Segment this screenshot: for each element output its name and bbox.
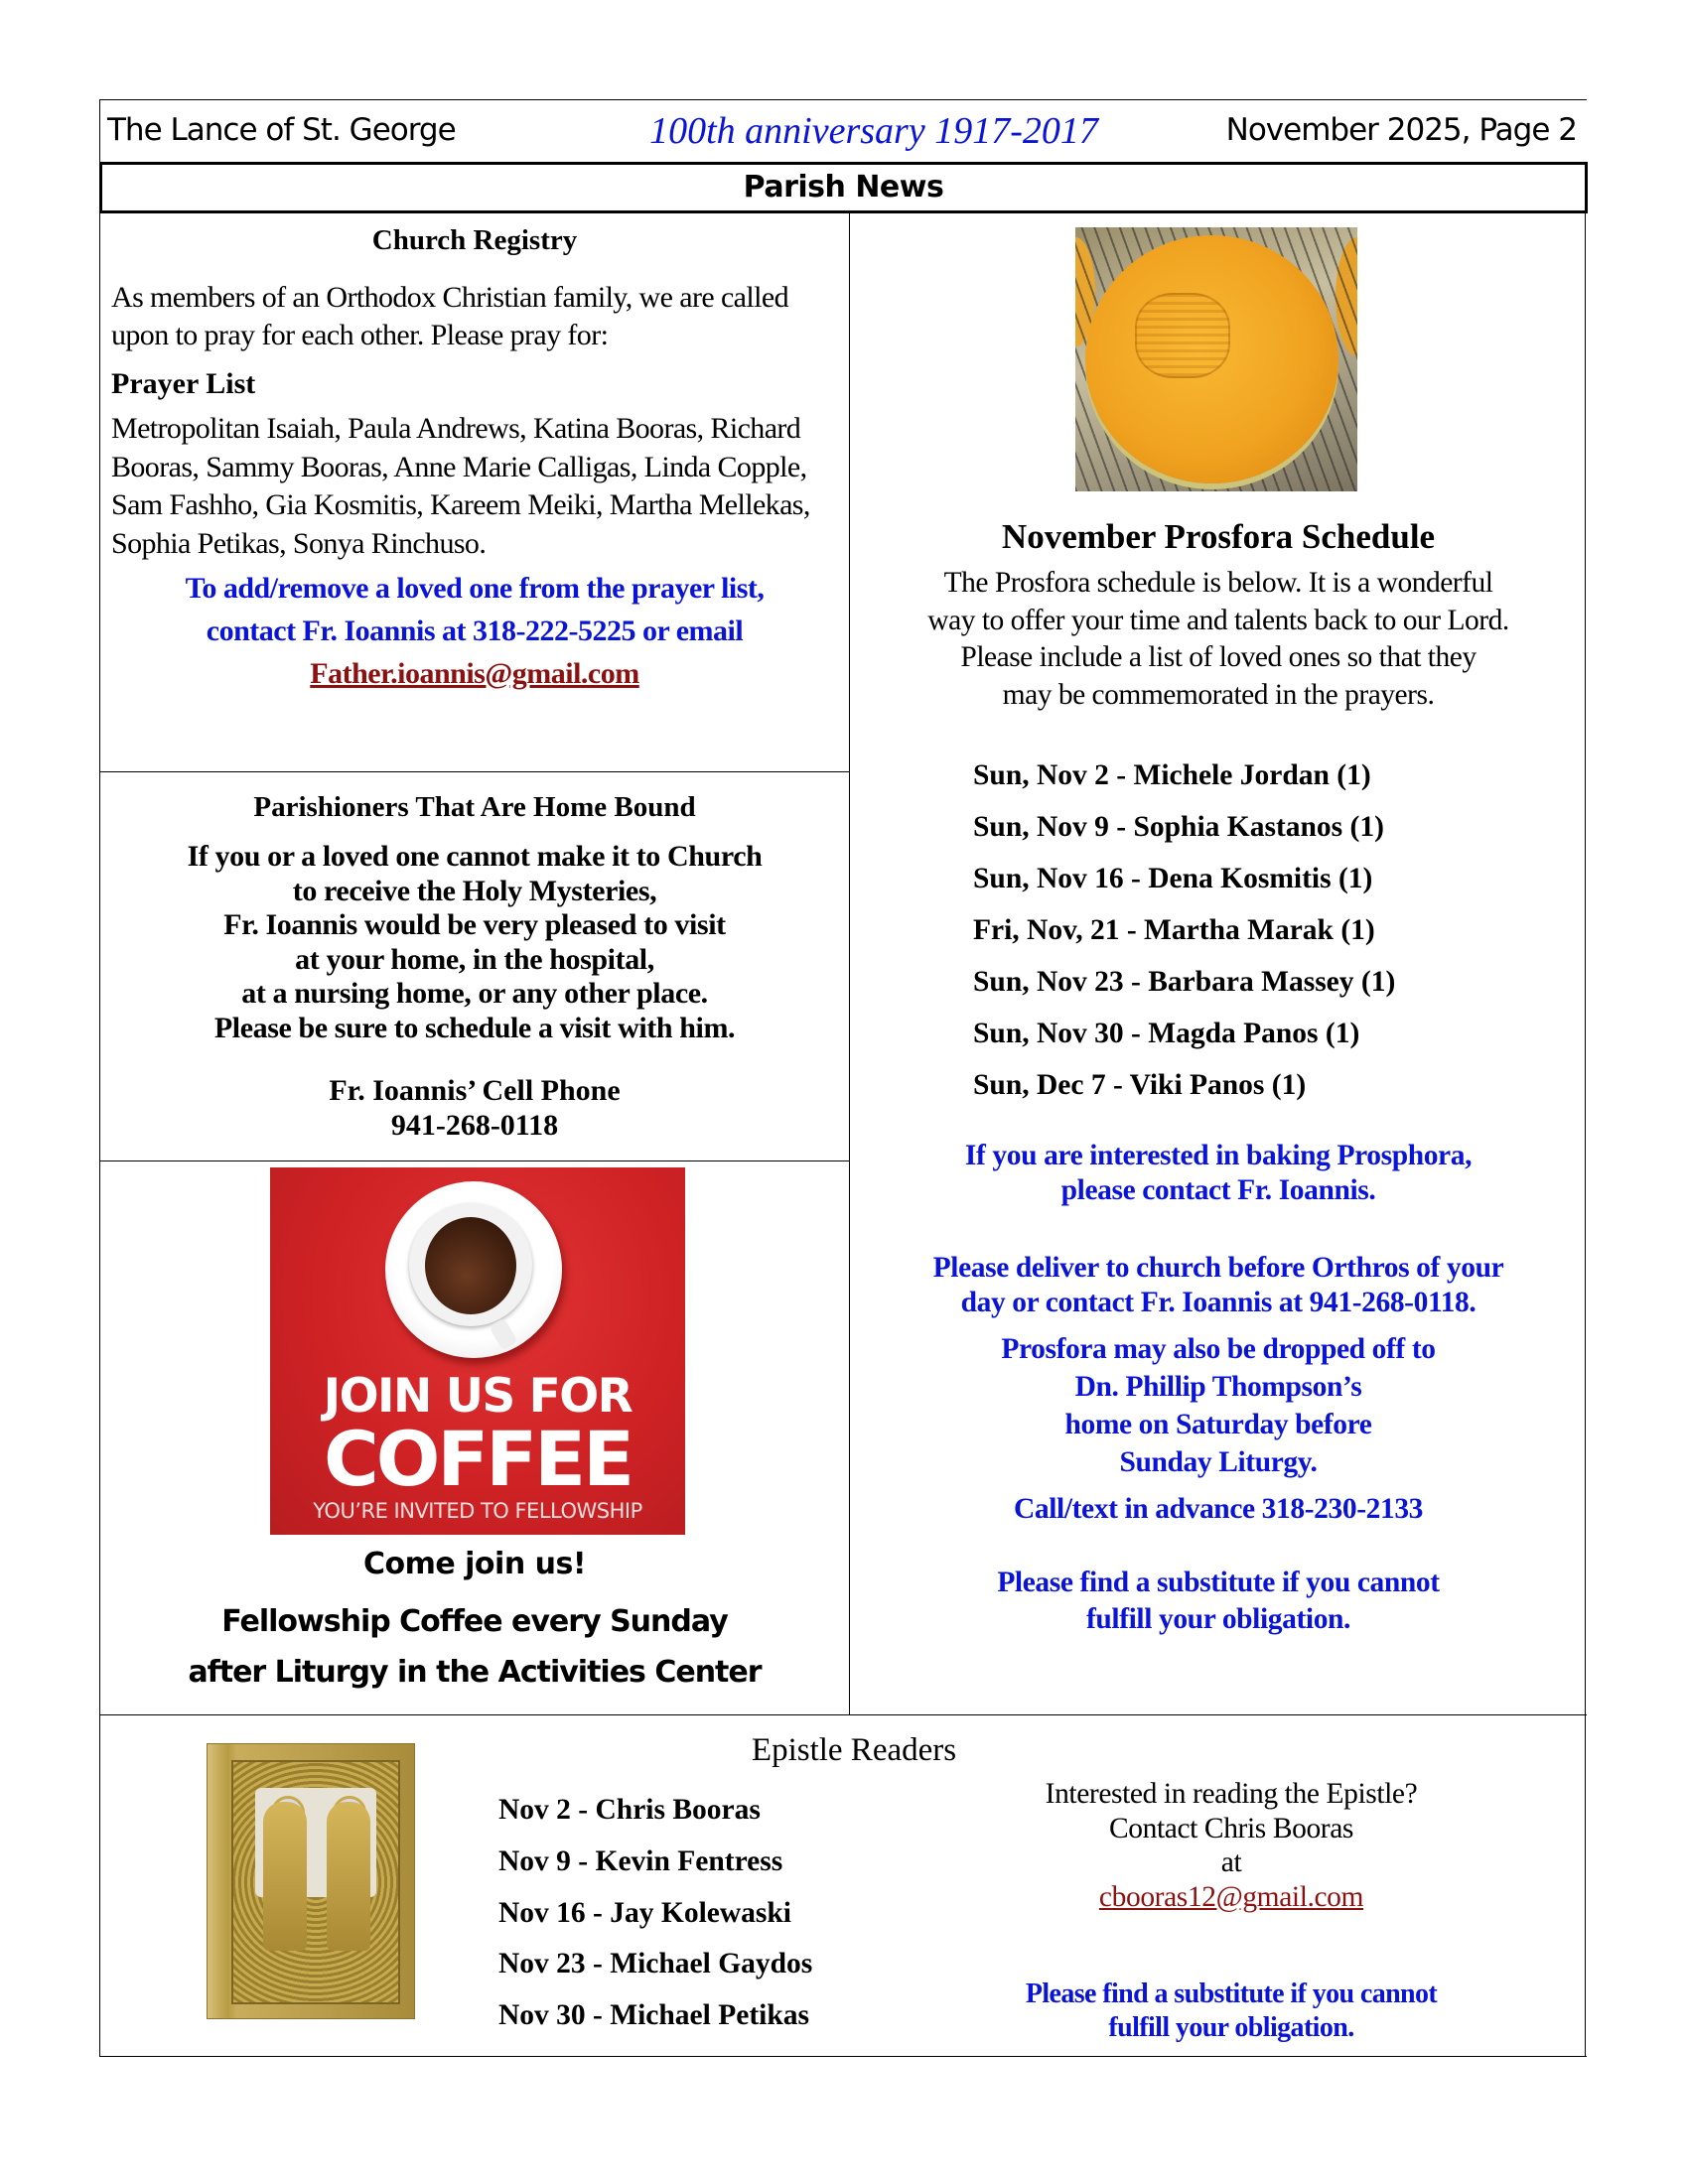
epistle-reader-item: Nov 16 - Jay Kolewaski xyxy=(498,1896,791,1929)
prosfora-schedule-item: Sun, Nov 30 - Magda Panos (1) xyxy=(973,1018,1360,1049)
prosfora-dropoff-line: home on Saturday before xyxy=(1064,1409,1372,1440)
prosfora-delivery-note xyxy=(852,1251,1585,1320)
home-bound-line: at a nursing home, or any other place. xyxy=(241,977,708,1010)
prosfora-dropoff-line: Dn. Phillip Thompson’s xyxy=(1074,1371,1362,1403)
prosfora-schedule-item: Sun, Dec 7 - Viki Panos (1) xyxy=(973,1069,1307,1101)
epistle-substitute-line: Please find a substitute if you cannot xyxy=(1025,1979,1438,2009)
anniversary-banner: 100th anniversary 1917-2017 xyxy=(649,110,1098,152)
epistle-reader-item: Nov 23 - Michael Gaydos xyxy=(498,1948,813,1980)
prayer-contact-line: contact Fr. Ioannis at 318-222-5225 or email xyxy=(206,614,744,647)
prosfora-baking-note xyxy=(852,1139,1585,1208)
saint-figure-icon xyxy=(263,1802,307,1951)
prayer-contact-line: To add/remove a loved one from the prayer list, xyxy=(185,572,765,605)
coffee-cup-icon xyxy=(385,1181,562,1358)
coffee-flyer-text xyxy=(270,1369,685,1525)
prayer-list-contact xyxy=(101,567,848,695)
epistle-reader-item: Nov 9 - Kevin Fentress xyxy=(498,1844,783,1877)
prosfora-schedule-item: Sun, Nov 9 - Sophia Kastanos (1) xyxy=(973,811,1384,843)
left-border-header xyxy=(99,99,100,163)
prosfora-delivery-line: Please deliver to church before Orthros of your xyxy=(932,1252,1504,1284)
epistle-contact xyxy=(983,1777,1479,1914)
epistle-readers-list xyxy=(498,1792,812,2049)
home-bound-line: at your home, in the hospital, xyxy=(295,942,654,976)
home-bound-title: Parishioners That Are Home Bound xyxy=(253,791,696,823)
coffee-flyer-line3: YOU’RE INVITED TO FELLOWSHIP xyxy=(313,1499,642,1523)
epistle-substitute-line: fulfill your obligation. xyxy=(1108,2012,1354,2043)
church-registry-section xyxy=(101,214,848,770)
epistle-contact-line: Contact Chris Booras xyxy=(1108,1812,1353,1844)
publication-name: The Lance of St. George xyxy=(107,112,456,148)
epistle-contact-line: Interested in reading the Epistle? xyxy=(1045,1778,1418,1810)
coffee-description xyxy=(101,1596,848,1698)
prosfora-baking-line: If you are interested in baking Prosphora, xyxy=(964,1140,1473,1171)
prosfora-call-note: Call/text in advance 318-230-2133 xyxy=(1013,1493,1424,1525)
coffee-section xyxy=(101,1162,848,1713)
prosfora-dropoff-line: Sunday Liturgy. xyxy=(1119,1446,1318,1478)
coffee-flyer-line2: COFFEE xyxy=(323,1415,633,1503)
prosfora-seal-icon xyxy=(1135,293,1230,378)
prosfora-dropoff-note xyxy=(852,1330,1585,1481)
prosfora-intro-line: may be commemorated in the prayers. xyxy=(1002,678,1435,711)
coffee-flyer-line1: JOIN US FOR xyxy=(323,1369,633,1424)
row-divider-1 xyxy=(99,771,850,772)
prosfora-schedule-item: Sun, Nov 2 - Michele Jordan (1) xyxy=(973,759,1371,791)
home-bound-body xyxy=(101,840,848,1045)
prosfora-schedule-item: Fri, Nov, 21 - Martha Marak (1) xyxy=(973,914,1375,946)
section-banner xyxy=(99,162,1588,213)
prosfora-section xyxy=(852,214,1585,1713)
home-bound-section xyxy=(101,773,848,1160)
gospel-book-image xyxy=(207,1743,415,2019)
coffee-description-line: Fellowship Coffee every Sunday xyxy=(221,1604,728,1639)
church-registry-title: Church Registry xyxy=(371,224,578,256)
prayer-contact-email-link[interactable]: Father.ioannis@gmail.com xyxy=(310,657,639,690)
prosfora-bread-image xyxy=(1075,227,1357,491)
prosfora-intro-line: way to offer your time and talents back to our Lord. xyxy=(927,604,1509,636)
prosfora-delivery-line: day or contact Fr. Ioannis at 941-268-0118. xyxy=(960,1287,1477,1318)
epistle-contact-email-link[interactable]: cbooras12@gmail.com xyxy=(1098,1880,1364,1913)
row-divider-2 xyxy=(99,1160,850,1161)
epistle-contact-line: at xyxy=(1220,1846,1242,1878)
prosfora-dropoff-line: Prosfora may also be dropped off to xyxy=(1001,1333,1436,1365)
prosfora-intro-line: The Prosfora schedule is below. It is a wonderful xyxy=(943,567,1493,599)
row-divider-3 xyxy=(99,1714,1587,1715)
cell-phone-number: 941-268-0118 xyxy=(390,1109,559,1142)
home-bound-line: to receive the Holy Mysteries, xyxy=(292,874,657,907)
prosfora-intro xyxy=(852,565,1585,714)
right-border xyxy=(1585,211,1586,2056)
home-bound-line: Please be sure to schedule a visit with him. xyxy=(213,1011,736,1044)
prayer-list-title: Prayer List xyxy=(111,367,256,400)
column-divider xyxy=(849,211,850,1715)
prosfora-substitute-note xyxy=(852,1565,1585,1638)
saint-figure-icon xyxy=(327,1802,370,1951)
prosfora-schedule-item: Sun, Nov 23 - Barbara Massey (1) xyxy=(973,966,1396,998)
prosfora-substitute-line: fulfill your obligation. xyxy=(1085,1603,1351,1635)
cell-phone-label: Fr. Ioannis’ Cell Phone xyxy=(329,1074,621,1107)
home-bound-line: If you or a loved one cannot make it to Church xyxy=(187,840,763,873)
church-registry-intro: As members of an Orthodox Christian family, we are called upon to pray for each other. Please pray for: xyxy=(111,281,788,351)
coffee-join-text: Come join us! xyxy=(362,1547,587,1581)
prayer-list-names: Metropolitan Isaiah, Paula Andrews, Katina Booras, Richard Booras, Sammy Booras, Anne Marie Calligas, Linda Copple, Sam Fashho, Gia Kosmitis, Kareem Meiki, Martha Mellekas, Sophia Petikas, Sonya Rinchuso. xyxy=(111,412,810,560)
section-title: Parish News xyxy=(743,170,944,205)
top-rule xyxy=(99,99,1587,100)
prosfora-title: November Prosfora Schedule xyxy=(1001,517,1436,556)
cell-phone-block xyxy=(101,1073,848,1143)
coffee-flyer-image xyxy=(270,1167,685,1535)
home-bound-line: Fr. Ioannis would be very pleased to visit xyxy=(223,908,726,941)
prosfora-intro-line: Please include a list of loved ones so that they xyxy=(960,641,1477,673)
epistle-reader-item: Nov 30 - Michael Petikas xyxy=(498,1999,809,2032)
prosfora-substitute-line: Please find a substitute if you cannot xyxy=(997,1567,1440,1598)
epistle-substitute-note xyxy=(983,1978,1479,2045)
issue-date: November 2025, Page 2 xyxy=(1225,112,1577,148)
prosfora-baking-line: please contact Fr. Ioannis. xyxy=(1060,1174,1376,1206)
epistle-reader-item: Nov 2 - Chris Booras xyxy=(498,1794,761,1826)
prosfora-schedule-list xyxy=(973,757,1585,1119)
coffee-description-line: after Liturgy in the Activities Center xyxy=(188,1655,762,1690)
left-border xyxy=(99,211,100,2056)
epistle-readers-title: Epistle Readers xyxy=(751,1732,957,1768)
prosfora-schedule-item: Sun, Nov 16 - Dena Kosmitis (1) xyxy=(973,863,1373,894)
bottom-rule xyxy=(99,2056,1587,2057)
